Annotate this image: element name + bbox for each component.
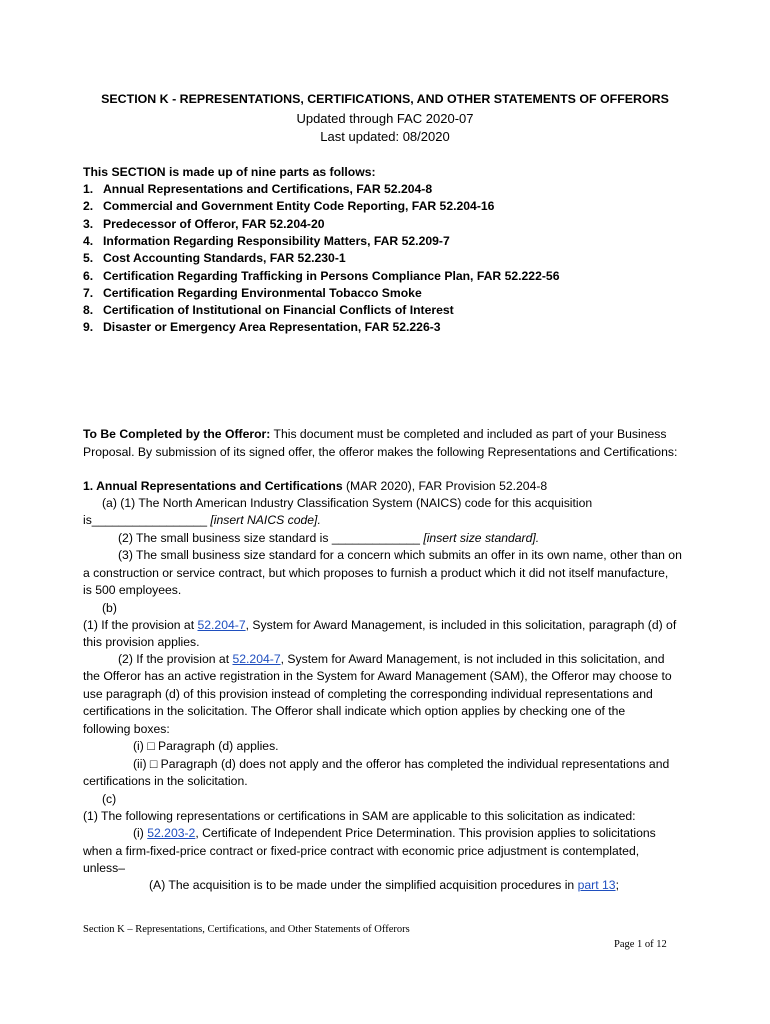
toc-item xyxy=(83,285,422,302)
toc-item-number: 7. xyxy=(83,285,94,300)
toc-item-number: 2. xyxy=(83,199,94,214)
toc-item xyxy=(83,181,432,198)
toc-item-number: 1. xyxy=(83,182,94,196)
para-b2-pre: (2) If the provision at xyxy=(118,652,233,666)
para-b2-line-3: use paragraph (d) of this provision instead of completing the corresponding individual representations and xyxy=(83,687,653,701)
toc-item xyxy=(83,233,450,250)
para-a3-line-3: is 500 employees. xyxy=(83,583,182,597)
toc-item-number: 8. xyxy=(83,303,94,318)
para-a2 xyxy=(118,530,539,547)
last-updated: Last updated: 08/2020 xyxy=(320,129,450,144)
toc-item xyxy=(83,250,346,267)
toc-item xyxy=(83,319,441,336)
para-cA xyxy=(149,877,619,894)
para-ci-line-2: when a firm-fixed-price contract or fixed-price contract with economic price adjustment is contemplated, xyxy=(83,844,640,858)
para-b2-line-5: following boxes: xyxy=(83,722,170,736)
s1-heading xyxy=(83,478,547,495)
para-a1: (a) (1) The North American Industry Classification System (NAICS) code for this acquisition xyxy=(102,496,593,510)
updated-through: Updated through FAC 2020-07 xyxy=(296,111,474,126)
intro-line-1 xyxy=(83,426,666,443)
toc-item-label: Predecessor of Offeror, FAR 52.204-20 xyxy=(103,216,325,231)
toc-intro: This SECTION is made up of nine parts as follows: xyxy=(83,165,376,179)
section-title: SECTION K - REPRESENTATIONS, CERTIFICATIONS, AND OTHER STATEMENTS OF OFFERORS xyxy=(101,92,669,106)
size-standard-blank: (2) The small business size standard is _____________ xyxy=(118,531,424,545)
toc-item xyxy=(83,268,559,285)
toc-item xyxy=(83,198,494,215)
para-a1-naics xyxy=(83,512,321,529)
para-cA-pre: (A) The acquisition is to be made under the simplified acquisition procedures in xyxy=(149,878,578,892)
para-cA-post: ; xyxy=(615,878,619,892)
para-b1-pre: (1) If the provision at xyxy=(83,618,198,632)
option-i-checkbox-line[interactable]: (i) □ Paragraph (d) applies. xyxy=(133,739,279,753)
option-ii-checkbox-line[interactable]: (ii) □ Paragraph (d) does not apply and the offeror has completed the individual representations and xyxy=(133,757,670,771)
para-a3-line-1: (3) The small business size standard for a concern which submits an offer in its own name, other than on xyxy=(118,548,682,562)
page-number: Page 1 of 12 xyxy=(614,939,667,950)
s1-heading-rest: (MAR 2020), FAR Provision 52.204-8 xyxy=(342,479,548,493)
toc-item-number: 9. xyxy=(83,320,94,335)
s1-heading-bold: 1. Annual Representations and Certifications xyxy=(83,479,343,493)
para-ci xyxy=(133,825,656,842)
intro-line-2: Proposal. By submission of its signed offer, the offeror makes the following Representations and Certifications: xyxy=(83,445,678,459)
toc-item-label: Certification of Institutional on Financial Conflicts of Interest xyxy=(103,303,454,318)
toc-item-number: 4. xyxy=(83,233,94,248)
para-b1-line-2: this provision applies. xyxy=(83,635,200,649)
para-b1 xyxy=(83,617,676,634)
option-ii-line-2: certifications in the solicitation. xyxy=(83,774,248,788)
far-52-203-2-link[interactable]: 52.203-2 xyxy=(147,826,196,840)
naics-blank: is_________________ xyxy=(83,513,211,527)
toc-item-label: Disaster or Emergency Area Representation, FAR 52.226-3 xyxy=(103,320,441,335)
para-b1-post: , System for Award Management, is included in this solicitation, paragraph (d) of xyxy=(245,618,677,632)
para-c-label: (c) xyxy=(102,792,117,806)
para-c1: (1) The following representations or certifications in SAM are applicable to this solicitation as indicated: xyxy=(83,809,636,823)
naics-instruction: [insert NAICS code]. xyxy=(210,513,321,527)
intro-lead: To Be Completed by the Offeror: xyxy=(83,427,271,441)
toc-item-number: 5. xyxy=(83,251,94,266)
para-b2 xyxy=(118,651,665,668)
intro-text-1: This document must be completed and included as part of your Business xyxy=(270,427,667,441)
toc-item xyxy=(83,302,454,319)
toc-item-label: Annual Representations and Certifications, FAR 52.204-8 xyxy=(103,182,433,196)
para-b-label: (b) xyxy=(102,601,117,615)
toc-item-label: Information Regarding Responsibility Matters, FAR 52.209-7 xyxy=(103,233,450,248)
size-standard-instruction: [insert size standard]. xyxy=(423,531,540,545)
toc-item-label: Certification Regarding Environmental Tobacco Smoke xyxy=(103,285,422,300)
far-52-204-7-link[interactable]: 52.204-7 xyxy=(197,618,246,632)
toc-item xyxy=(83,216,325,233)
far-part-13-link[interactable]: part 13 xyxy=(577,878,616,892)
toc-item-label: Cost Accounting Standards, FAR 52.230-1 xyxy=(103,251,346,266)
toc-item-number: 6. xyxy=(83,268,94,283)
para-b2-line-4: certifications in the solicitation. The Offeror shall indicate which option applies by checking one of the xyxy=(83,704,626,718)
far-52-204-7-link-2[interactable]: 52.204-7 xyxy=(232,652,281,666)
para-ci-post: , Certificate of Independent Price Determination. This provision applies to solicitations xyxy=(195,826,656,840)
para-a3-line-2: a construction or service contract, but which proposes to furnish a product which it did not itself manufacture, xyxy=(83,566,669,580)
toc-item-number: 3. xyxy=(83,216,94,231)
toc-item-label: Certification Regarding Trafficking in Persons Compliance Plan, FAR 52.222-56 xyxy=(103,268,560,283)
para-ci-pre: (i) xyxy=(133,826,148,840)
footer-title: Section K – Representations, Certifications, and Other Statements of Offerors xyxy=(83,924,410,935)
para-b2-line-2: the Offeror has an active registration in the System for Award Management (SAM), the Offeror may choose to xyxy=(83,669,672,683)
para-b2-post: , System for Award Management, is not included in this solicitation, and xyxy=(280,652,665,666)
para-ci-line-3: unless– xyxy=(83,861,126,875)
toc-item-label: Commercial and Government Entity Code Reporting, FAR 52.204-16 xyxy=(103,199,495,214)
